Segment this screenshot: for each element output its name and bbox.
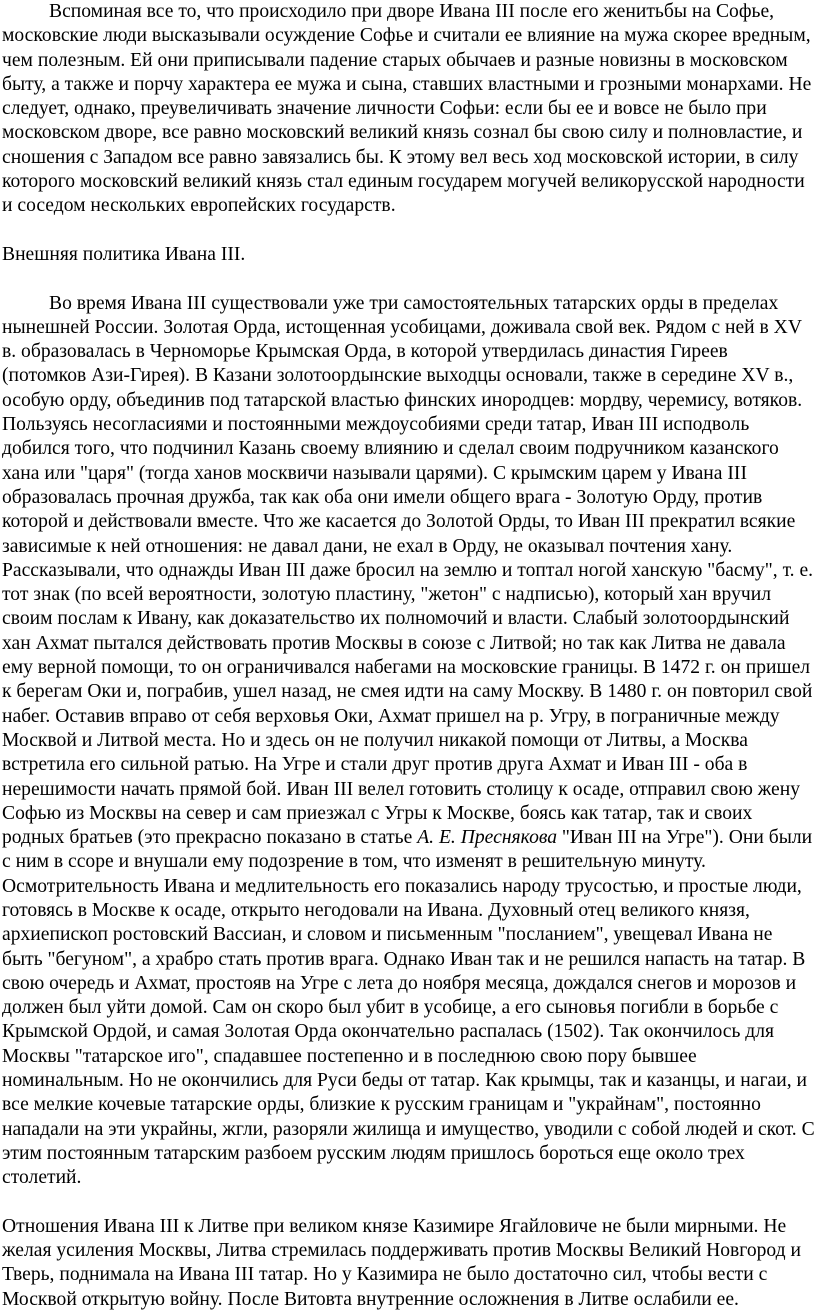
paragraph-lithuania-relations: Отношения Ивана III к Литве при великом князе Казимире Ягайловиче не были мирными. Не желая усиления Москвы, Литва стремилась поддерживать против Москвы Великий Новгород и Тверь, поднимала на Ивана III татар. Но у Казимира не было достаточно сил, чтобы вести с Москвой открытую войну. После Витовта внутренние осложнения в Литве ослабили ее.: [2, 1215, 802, 1310]
paragraph-spacer: [2, 267, 816, 291]
paragraph-spacer: [2, 1191, 816, 1215]
paragraph-text: Во время Ивана III существовали уже три самостоятельных татарских орды в пределах нынешней России. Золотая Орда, истощенная усобицами, доживала свой век. Рядом с ней в XV в. образовалась в Черноморье Крымская Орда, в которой утвердилась династия Гиреев (потомков Ази-Гирея). В Казани золотоордынские выходцы основали, также в середине XV в., особую орду, объединив под татарской властью финских инородцев: мордву, черемису, вотяков. Пользуясь несогласиями и постоянными междоусобиями среди татар, Иван III исподволь добился того, что подчинил Казань своему влиянию и сделал своим подручником казанского хана или "царя" (тогда ханов москвичи называли царями). С крымским царем у Ивана III образовалась прочная дружба, так как оба они имели общего врага - Золотую Орду, против которой и действовали вместе. Что же касается до Золотой Орды, то Иван III прекратил всякие зависимые к ней отношения: не давал дани, не ехал в Орду, не оказывал почтения хану. Рассказывали, что однажды Иван III даже бросил на землю и топтал ногой ханскую "басму", т. е. тот знак (по всей вероятности, золотую пластину, "жетон" с надписью), который хан вручил своим послам к Ивану, как доказательство их полномочий и власти. Слабый золотоордынский хан Ахмат пытался действовать против Москвы в союзе с Литвой; но так как Литва не давала ему верной помощи, то он ограничивался набегами на московские границы. В 1472 г. он пришел к берегам Оки и, пограбив, ушел назад, не смея идти на саму Москву. В 1480 г. он повторил свой набег. Оставив вправо от себя верховья Оки, Ахмат пришел на р. Угру, в пограничные между Москвой и Литвой места. Но и здесь он не получил никакой помощи от Литвы, а Москва встретила его сильной ратью. На Угре и стали друг против друга Ахмат и Иван III - оба в нерешимости начать прямой бой. Иван III велел готовить столицу к осаде, отправил свою жену Софью из Москвы на север и сам приезжал с Угры к Москве, боясь как татар, так и своих родных братьев (это прекрасно показано в статье: [2, 292, 814, 849]
paragraph-spacer: [2, 219, 816, 243]
paragraph-sofia-influence: Вспоминая все то, что происходило при дворе Ивана III после его женитьбы на Софье, московские люди высказывали осуждение Софье и считали ее влияние на мужа скорее вредным, чем полезным. Ей они приписывали падение старых обычаев и разные новизны в московском быту, а также и порчу характера ее мужа и сына, ставших властными и грозными монархами. Не следует, однако, преувеличивать значение личности Софьи: если бы ее и вовсе не было при московском дворе, все равно московский великий князь сознал бы свою силу и полновластие, и сношения с Западом все равно завязались бы. К этому вел весь ход московской истории, в силу которого московский великий князь стал единым государем могучей великорусской народности и соседом нескольких европейских государств.: [2, 1, 812, 217]
paragraph-tatar-hordes: [2, 292, 816, 1191]
paragraph-text: "Иван III на Угре"). Они были с ним в ссоре и внушали ему подозрение в том, что изменят в решительную минуту. Осмотрительность Ивана и медлительность его показались народу трусостью, и простые люди, готовясь в Москве к осаде, открыто негодовали на Ивана. Духовный отец великого князя, архиепископ ростовский Вассиан, и словом и письменным "посланием", увещевал Ивана не быть "бегуном", а храбро стать против врага. Однако Иван так и не решился напасть на татар. В свою очередь и Ахмат, простояв на Угре с лета до ноября месяца, дождался снегов и морозов и должен был уйти домой. Сам он скоро был убит в усобице, а его сыновья погибли в борьбе с Крымской Ордой, и самая Золотая Орда окончательно распалась (1502). Так окончилось для Москвы "татарское иго", спадавшее постепенно и в последнюю свою пору бывшее номинальным. Но не окончились для Руси беды от татар. Как крымцы, так и казанцы, и нагаи, и все мелкие кочевые татарские орды, близкие к русским границам и "украйнам", постоянно нападали на эти украйны, жгли, разоряли жилища и имущество, уводили с собой людей и скот. С этим постоянным татарским разбоем русским людям пришлось бороться еще около трех столетий.: [2, 827, 815, 1189]
author-name: А. Е. Преснякова: [417, 827, 558, 849]
section-heading: Внешняя политика Ивана III.: [2, 243, 246, 265]
